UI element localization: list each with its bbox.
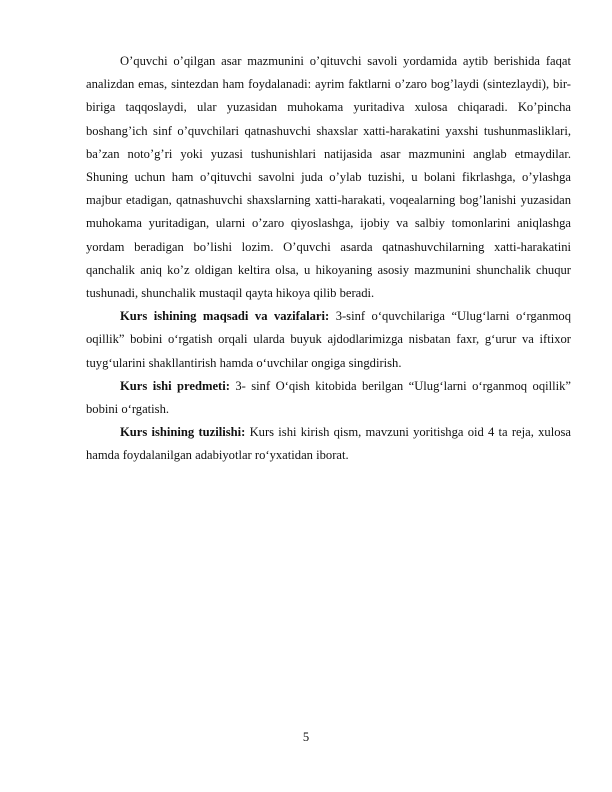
- structure-text: Kurs ishi kirish qism, mavzuni yoritishga oid 4 ta reja, xulosa hamda foydalanilgan adabiyotlar ro‘yxatidan iborat.: [86, 425, 571, 463]
- structure-paragraph: [86, 421, 571, 467]
- document-body: [86, 50, 571, 468]
- structure-label: Kurs ishining tuzilishi:: [120, 425, 246, 440]
- goals-label: Kurs ishining maqsadi va vazifalari:: [120, 309, 330, 324]
- intro-paragraph: O’quvchi o’qilgan asar mazmunini o’qituvchi savoli yordamida aytib berishida faqat analizdan emas, sintezdan ham foydalanadi: ayrim faktlarni o’zaro bog’laydi (sintezlaydi), bir-biriga taqqoslaydi, ular yuzasidan muhokama yuritadiva xulosa chiqaradi. Ko’pincha boshang’ich sinf o’quvchilari qatnashuvchi shaxslar xatti-harakatini yaxshi tushunmasliklari, ba’zan noto’g’ri yoki yuzasi tushunishlari natijasida asar mazmunini anglab etmaydilar. Shuning uchun ham o’qituvchi savolni juda o’ylab tuzishi, u bolani fikrlashga, o’ylashga majbur etadigan, qatnashuvchi shaxslarning xatti-harakati, voqealarning bog’lanishi yuzasidan muhokama yuritadigan, ularni o’zaro qiyoslashga, ijobiy va salbiy tomonlarini aniqlashga yordam beradigan bo’lishi lozim. O’quvchi asarda qatnashuvchilarning xatti-harakatini qanchalik aniq ko’z oldigan keltira olsa, u hikoyaning asosiy mazmunini shunchalik chuqur tushunadi, shunchalik mustaqil qayta hikoya qilib beradi.: [86, 54, 571, 301]
- page-number: 5: [302, 730, 310, 744]
- goals-paragraph: [86, 305, 571, 375]
- subject-paragraph: [86, 375, 571, 421]
- subject-text: 3- sinf O‘qish kitobida berilgan “Ulug‘larni o‘rganmoq oqillik” bobini o‘rgatish.: [86, 378, 571, 417]
- goals-text: 3-sinf o‘quvchilariga “Ulug‘larni o‘rganmoq oqillik” bobini o‘rgatish orqali ularda buyuk ajdodlarimizga nisbatan faxr, g‘urur va iftixor tuyg‘ularini shakllantirish hamda o‘uvchilar ongiga singdirish.: [86, 309, 571, 370]
- subject-label: Kurs ishi predmeti:: [120, 378, 230, 393]
